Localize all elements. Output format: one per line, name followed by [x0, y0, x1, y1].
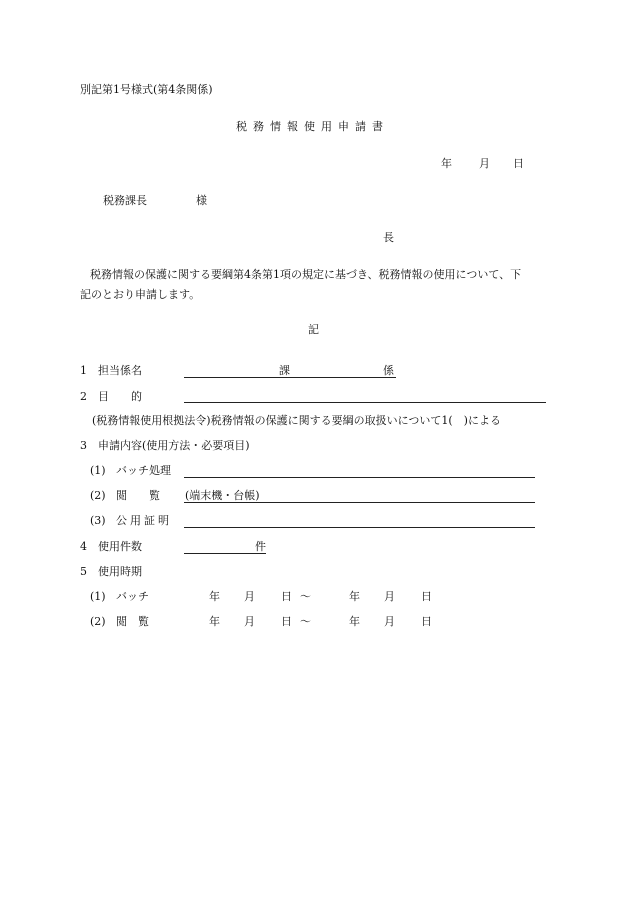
legal-basis: (税務情報使用根拠法令)税務情報の保護に関する要綱の取扱いについて1( )による — [92, 414, 501, 427]
item3-number: 3 — [80, 439, 87, 452]
item3-sub3-number: (3) — [90, 514, 106, 527]
item5-sub1-end-month: 月 — [384, 590, 395, 603]
date-day: 日 — [513, 157, 524, 170]
item5-sub2-number: (2) — [90, 615, 106, 628]
item5-sub2-start-year: 年 — [209, 615, 220, 628]
item4-number: 4 — [80, 540, 87, 553]
form-reference: 別記第1号様式(第4条関係) — [80, 83, 213, 96]
item3-sub3-underline — [184, 527, 535, 528]
date-year: 年 — [441, 157, 452, 170]
date-month: 月 — [479, 157, 490, 170]
item5-sub1-start-year: 年 — [209, 590, 220, 603]
item4-underline — [184, 553, 266, 554]
document-title: 税務情報使用申請書 — [236, 120, 389, 133]
item5-sub2-end-day: 日 — [421, 615, 432, 628]
ki-heading: 記 — [308, 323, 319, 336]
addressee-name: 税務課長 — [103, 194, 147, 207]
item3-sub2-label: 閲 覧 — [116, 489, 160, 502]
item1-label: 担当係名 — [98, 364, 142, 377]
item5-sub1-start-day: 日 — [281, 590, 292, 603]
item3-sub3-label: 公用証明 — [116, 514, 172, 527]
sender-title: 長 — [383, 231, 394, 244]
item1-ka: 課 — [279, 364, 290, 377]
item1-underline — [184, 377, 396, 378]
item5-label: 使用時期 — [98, 565, 142, 578]
item3-label: 申請内容(使用方法・必要項目) — [98, 439, 250, 452]
item3-sub2-number: (2) — [90, 489, 106, 502]
item5-sub2-label: 閲 覧 — [116, 615, 149, 628]
item3-sub1-label: バッチ処理 — [116, 464, 171, 477]
item3-sub1-underline — [184, 477, 535, 478]
item3-sub2-value: (端末機・台帳) — [185, 489, 260, 502]
item4-label: 使用件数 — [98, 540, 142, 553]
item5-sub1-number: (1) — [90, 590, 106, 603]
item5-sub2-tilde: ～ — [300, 615, 311, 628]
item4-unit: 件 — [255, 540, 266, 553]
item5-sub1-end-day: 日 — [421, 590, 432, 603]
item1-number: 1 — [80, 364, 87, 377]
item5-sub2-end-month: 月 — [384, 615, 395, 628]
item2-number: 2 — [80, 390, 87, 403]
item5-sub2-start-month: 月 — [244, 615, 255, 628]
item5-sub1-start-month: 月 — [244, 590, 255, 603]
item5-number: 5 — [80, 565, 87, 578]
item5-sub2-start-day: 日 — [281, 615, 292, 628]
item5-sub2-end-year: 年 — [349, 615, 360, 628]
item2-label-b: 的 — [131, 390, 142, 403]
intro-text-line2: 記のとおり申請します。 — [80, 288, 201, 301]
item3-sub1-number: (1) — [90, 464, 106, 477]
item3-sub2-underline — [184, 502, 535, 503]
addressee-honorific: 様 — [196, 194, 207, 207]
item5-sub1-label: バッチ — [116, 590, 149, 603]
item5-sub1-end-year: 年 — [349, 590, 360, 603]
item2-label-a: 目 — [98, 390, 109, 403]
item2-underline — [184, 402, 546, 403]
item5-sub1-tilde: ～ — [300, 590, 311, 603]
intro-text-line1: 税務情報の保護に関する要綱第4条第1項の規定に基づき、税務情報の使用について、下 — [90, 268, 522, 281]
item1-kakari: 係 — [383, 364, 394, 377]
